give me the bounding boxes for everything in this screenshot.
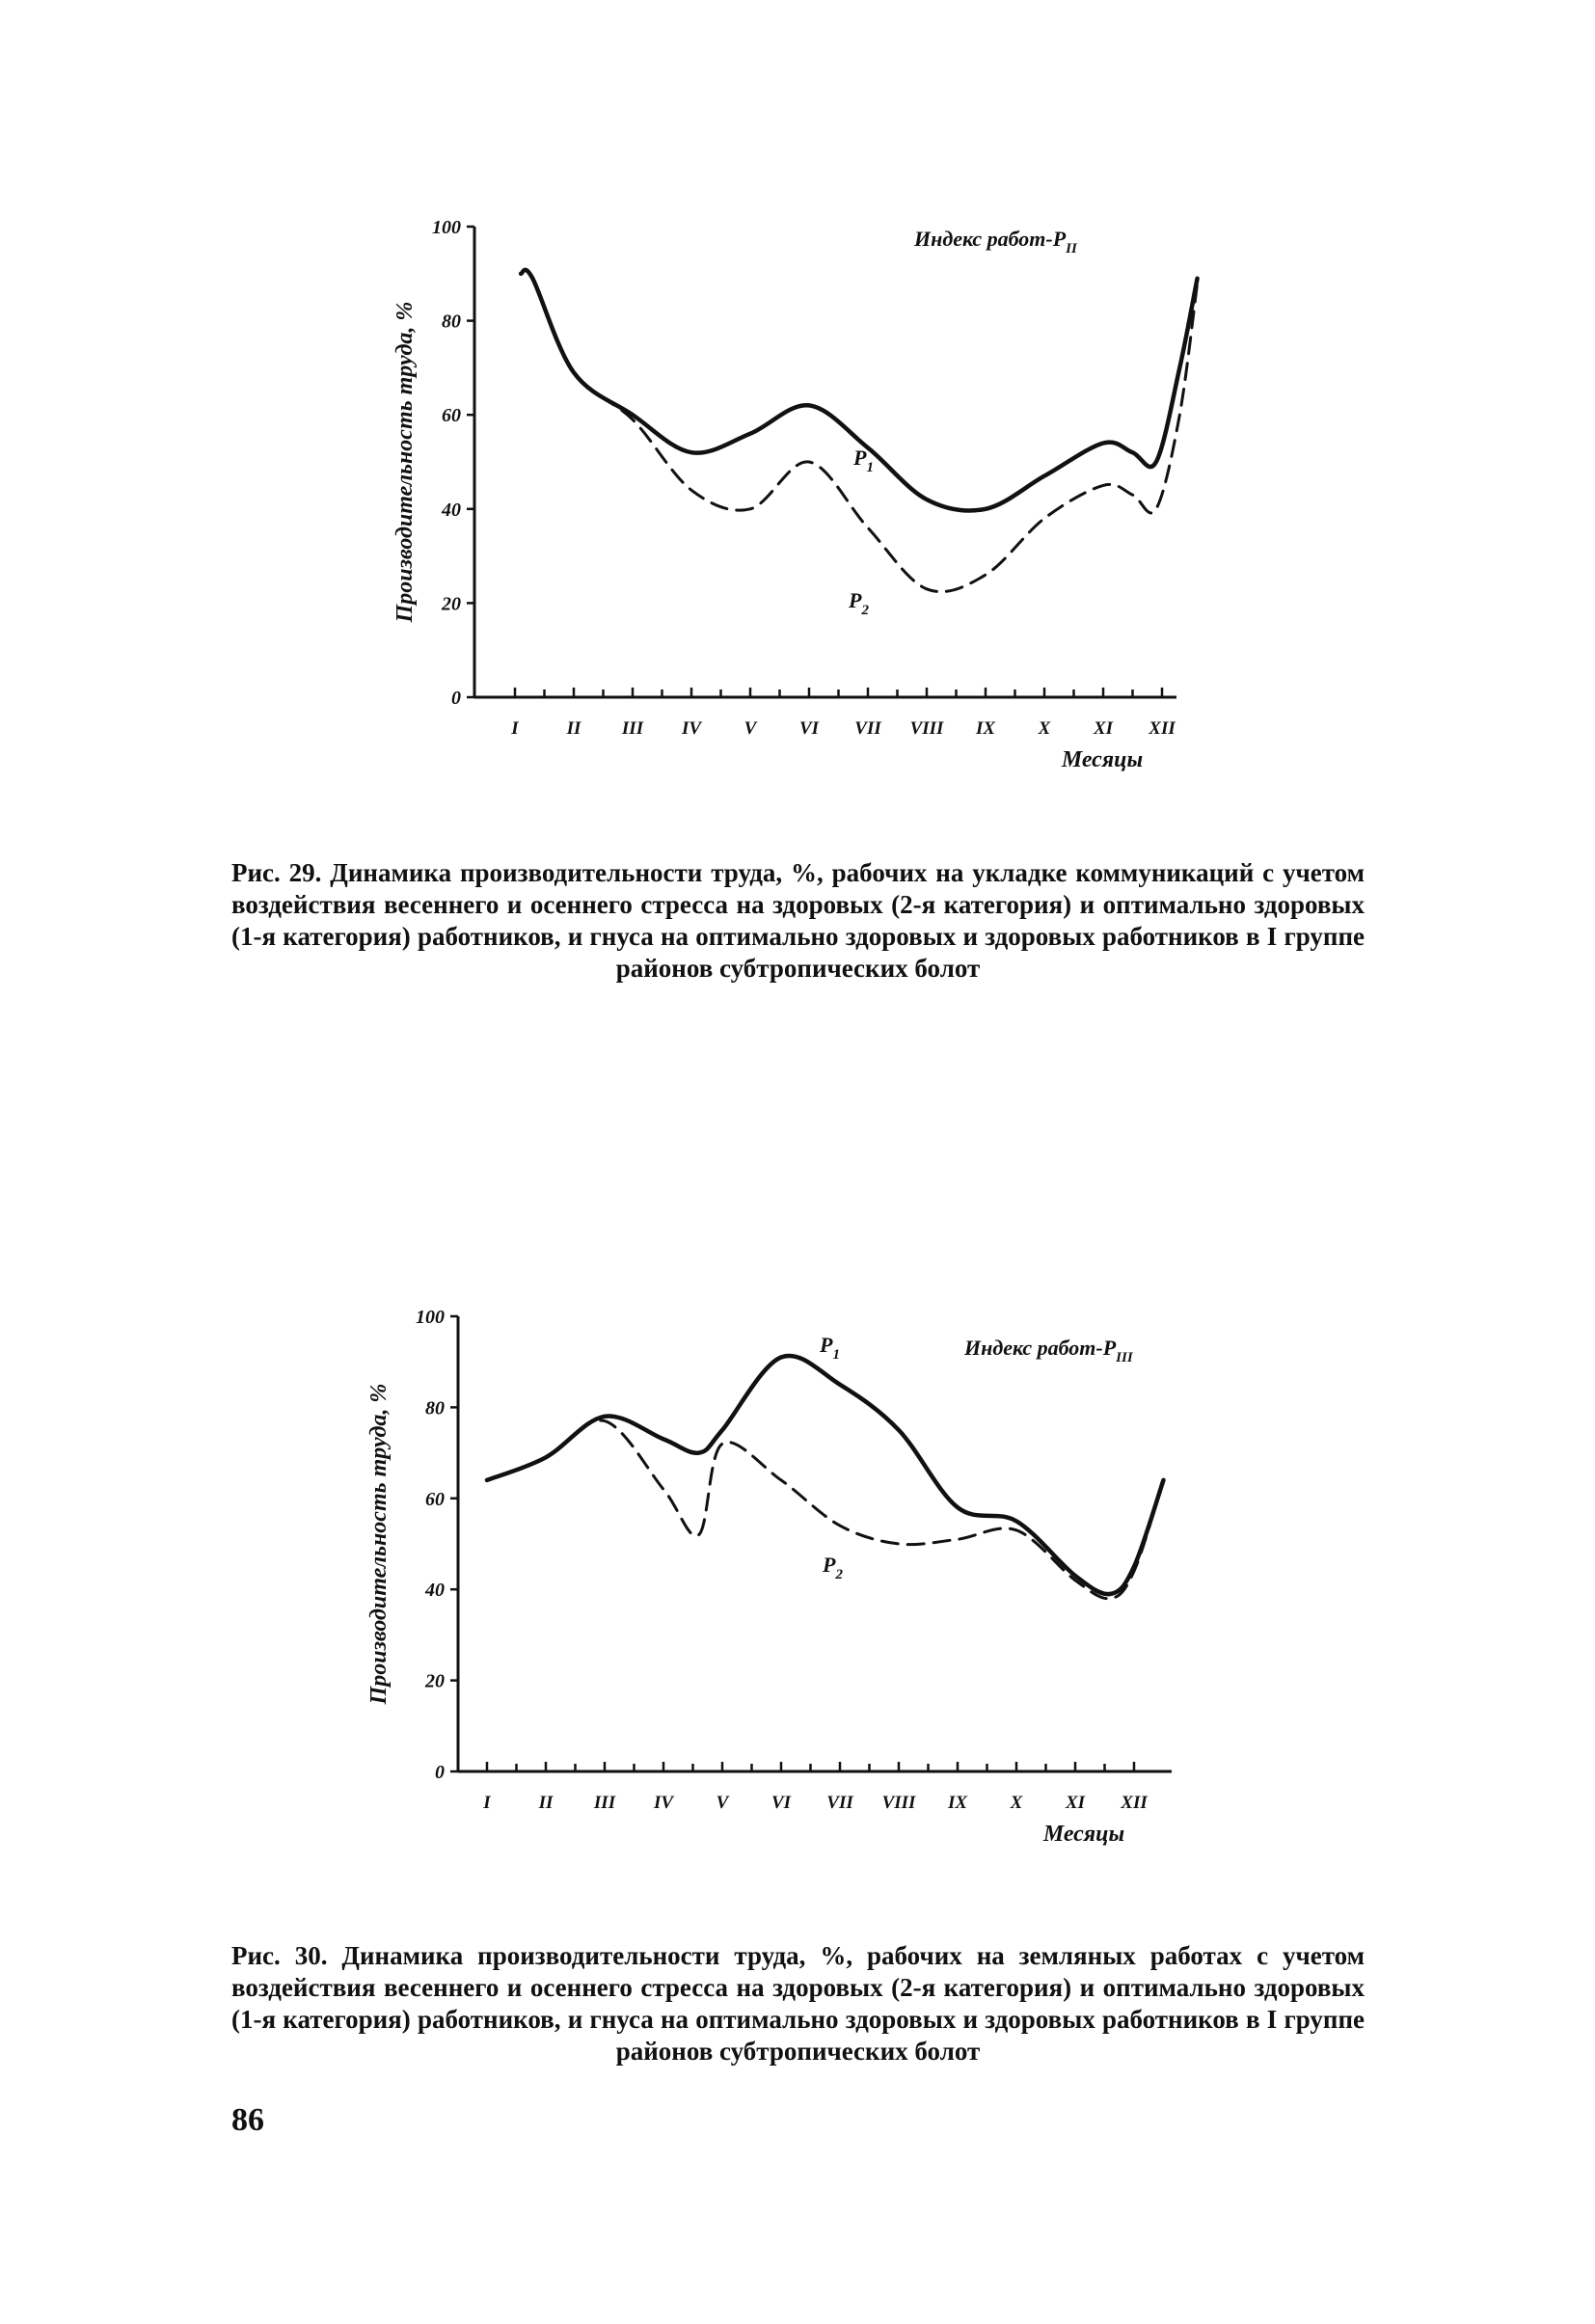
fig30-series-label-subscript: 2 <box>835 1567 843 1582</box>
fig30-y-axis-title: Производительность труда, % <box>366 1383 392 1705</box>
fig30-y-tick-label: 60 <box>425 1488 445 1510</box>
fig29-series-p2-point <box>749 508 751 510</box>
fig30-series-label-subscript: 1 <box>832 1347 840 1363</box>
figure-30-chart <box>0 1283 1595 1880</box>
fig29-x-axis-title: Месяцы <box>1061 747 1144 772</box>
fig30-series-p2-point <box>1110 1598 1112 1600</box>
fig30-x-tick-label: VI <box>770 1793 792 1813</box>
fig30-series-p2-point <box>662 1489 664 1491</box>
fig29-series-p2-point <box>690 489 692 491</box>
fig29-y-tick-label: 60 <box>442 405 461 427</box>
fig30-series-p2-point <box>1015 1529 1017 1531</box>
fig30-series-p1-point <box>1015 1521 1017 1523</box>
fig30-series-p1-point <box>1074 1575 1076 1577</box>
fig30-series-p2-point <box>604 1420 606 1422</box>
fig29-series-p1-point <box>690 451 692 453</box>
fig29-series-label-p1: $P_1$ <box>853 446 874 475</box>
fig30-x-tick-label: VIII <box>881 1793 916 1813</box>
fig29-series-p2-line <box>521 270 1198 592</box>
fig29-series-p2-point <box>1102 485 1104 487</box>
fig29-series-p2-point <box>926 588 928 590</box>
fig29-series-label-subscript: 1 <box>866 460 874 475</box>
fig29-x-tick-label: VII <box>854 718 881 739</box>
fig30-series-p1-point <box>839 1384 841 1386</box>
fig30-series-p2-point <box>1133 1571 1135 1573</box>
fig29-y-tick-label: 100 <box>432 217 461 238</box>
fig29-series-p2-point <box>520 273 522 275</box>
fig29-x-tick-label: VI <box>798 718 820 739</box>
fig30-series-p1-point <box>957 1506 959 1508</box>
fig30-series-p2-point <box>898 1543 900 1545</box>
fig29-x-tick-label: XI <box>1093 718 1114 739</box>
fig29-series-p2-point <box>985 574 987 576</box>
fig30-x-tick-label: IV <box>653 1793 674 1813</box>
fig30-series-p1-point <box>721 1429 723 1431</box>
fig30-y-tick-label: 80 <box>425 1397 445 1419</box>
fig29-series-p2-point <box>1197 283 1199 284</box>
figure-29-chart <box>0 193 1595 810</box>
fig30-series-p2-point <box>486 1479 488 1481</box>
fig29-x-tick-label: IV <box>681 718 702 739</box>
fig29-series-p2-point <box>808 461 810 463</box>
fig29-series-label-subscript: 2 <box>861 603 869 618</box>
fig30-series-p2-point <box>1074 1580 1076 1581</box>
fig30-series-p2-point <box>721 1443 723 1445</box>
fig30-series-p2-point <box>957 1538 959 1540</box>
fig30-series-p2-point <box>545 1457 547 1459</box>
fig29-annotation-subscript: II <box>1066 241 1077 257</box>
fig30-y-tick-label: 20 <box>425 1670 445 1692</box>
fig30-x-tick-label: III <box>593 1793 616 1813</box>
fig29-series-p1-point <box>749 433 751 435</box>
fig30-series-p1-point <box>662 1439 664 1441</box>
fig29-x-tick-label: X <box>1038 718 1051 739</box>
fig30-series-label-p2: $P_2$ <box>823 1553 843 1582</box>
fig29-series-p1-point <box>1155 461 1157 463</box>
figure-30-caption: Рис. 30. Динамика производительности труда, %, рабочих на земляных работах с учетом воздействия весеннего и осеннего стресса на здоровых (2-я категория) и оптимально здоровых (1-я категория) работников, и гнуса на оптимально здоровых и здоровых работников в I группе районов субтропических болот <box>231 1941 1365 2066</box>
fig30-x-tick-label: X <box>1010 1793 1023 1813</box>
fig30-x-tick-label: XII <box>1121 1793 1148 1813</box>
fig30-series-p1-point <box>1110 1593 1112 1595</box>
fig29-x-tick-label: II <box>566 718 581 739</box>
fig29-series-p2-point <box>573 371 575 373</box>
fig29-annotation: Индекс работ-$Р_{II}$ <box>914 227 1077 257</box>
fig30-x-axis-title: Месяцы <box>1042 1822 1125 1847</box>
fig29-x-tick-label: V <box>743 718 757 739</box>
fig30-series-p1-point <box>604 1416 606 1418</box>
fig30-annotation-subscript: III <box>1116 1350 1133 1365</box>
fig29-y-tick-label: 0 <box>451 688 461 709</box>
fig29-y-tick-label: 40 <box>442 499 461 521</box>
fig30-series-p2-point <box>780 1479 782 1481</box>
fig29-y-axis-title: Производительность труда, % <box>392 301 418 623</box>
fig29-series-p1-point <box>926 499 928 500</box>
fig29-series-p1-point <box>867 447 869 449</box>
fig29-series-p1-line <box>521 270 1198 511</box>
fig29-series-p1-point <box>985 508 987 510</box>
fig30-series-p1-point <box>898 1429 900 1431</box>
figure-29-svg <box>0 193 1595 810</box>
figure-29-caption: Рис. 29. Динамика производительности труда, %, рабочих на укладке коммуникаций с учетом воздействия весеннего и осеннего стресса на здоровых (2-я категория) и оптимально здоровых (1-я категория) работников, и гнуса на оптимально здоровых и здоровых работников в I группе районов субтропических болот <box>231 858 1365 983</box>
fig30-series-label-p1: $P_1$ <box>820 1333 840 1363</box>
fig30-x-tick-label: XI <box>1065 1793 1086 1813</box>
fig29-x-tick-label: XII <box>1149 718 1176 739</box>
fig29-series-p2-point <box>1043 518 1045 520</box>
fig29-y-tick-label: 20 <box>442 593 461 615</box>
fig30-annotation: Индекс работ-$Р_{III}$ <box>964 1336 1133 1365</box>
fig29-series-label-p2: $P_2$ <box>849 588 869 618</box>
fig30-x-tick-label: II <box>538 1793 554 1813</box>
fig30-series-p2-point <box>1163 1479 1165 1481</box>
fig29-series-p1-point <box>1043 475 1045 477</box>
figure-30-svg <box>0 1283 1595 1880</box>
fig30-y-tick-label: 0 <box>435 1762 445 1783</box>
fig30-x-tick-label: V <box>716 1793 729 1813</box>
fig29-x-tick-label: I <box>511 718 519 739</box>
fig29-series-p1-point <box>1102 443 1104 445</box>
fig30-series-p2-point <box>839 1525 841 1527</box>
fig30-x-tick-label: VII <box>826 1793 853 1813</box>
fig29-series-p2-point <box>867 527 869 529</box>
fig29-y-tick-label: 80 <box>442 311 461 333</box>
fig30-y-tick-label: 100 <box>416 1307 445 1328</box>
fig30-x-tick-label: I <box>483 1793 491 1813</box>
fig29-series-p2-point <box>1179 414 1181 416</box>
fig29-series-p1-point <box>808 405 810 407</box>
fig30-x-tick-label: IX <box>947 1793 968 1813</box>
fig29-x-tick-label: IX <box>975 718 996 739</box>
fig29-series-p2-point <box>632 419 634 420</box>
fig29-series-p1-point <box>1132 451 1134 453</box>
fig29-x-tick-label: III <box>621 718 644 739</box>
fig29-x-tick-label: VIII <box>909 718 944 739</box>
page-number: 86 <box>231 2102 264 2138</box>
fig29-series-p1-point <box>1197 278 1199 280</box>
fig29-series-p1-point <box>1179 367 1181 369</box>
fig30-series-p1-point <box>698 1452 700 1454</box>
fig30-series-p1-point <box>780 1357 782 1359</box>
fig29-series-p2-point <box>1155 508 1157 510</box>
fig29-series-p1-point <box>632 414 634 416</box>
fig30-y-tick-label: 40 <box>425 1580 445 1602</box>
fig29-series-p2-point <box>1132 494 1134 496</box>
fig30-series-p2-point <box>698 1534 700 1536</box>
fig29-series-p2-point <box>532 278 534 280</box>
